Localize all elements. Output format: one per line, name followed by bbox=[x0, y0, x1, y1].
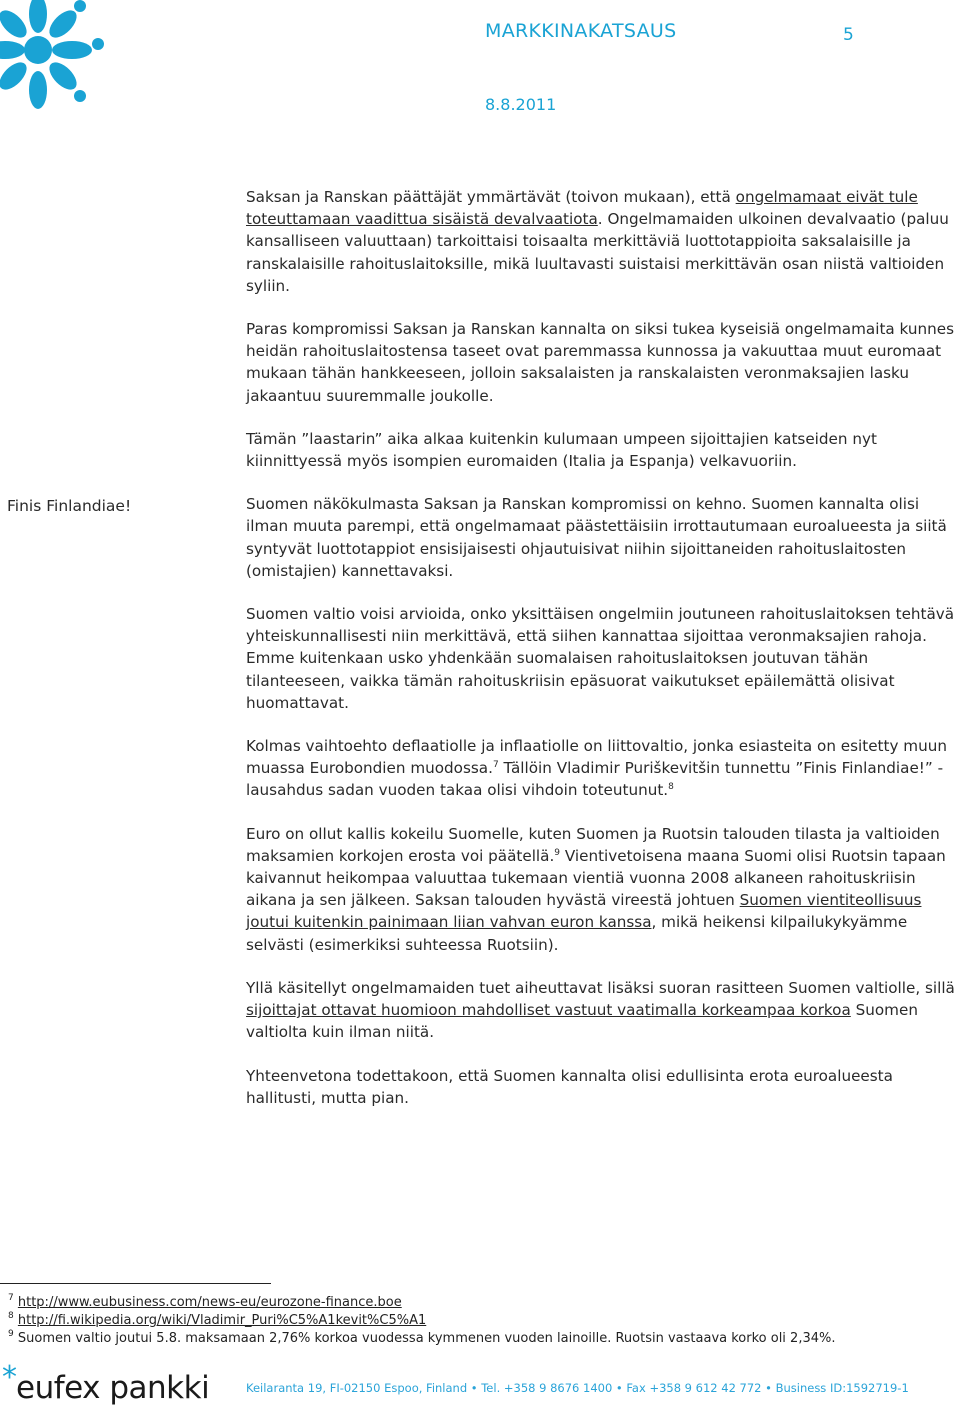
paragraph-7: Euro on ollut kallis kokeilu Suomelle, kuten Suomen ja Ruotsin talouden tilasta ja valtioiden maksamien korkojen erosta voi päätellä.$^9$ Vientivetoisena maana Suomi olisi Ruotsin tapaan kaivannut heikompaa valuuttaa tukemaan vientiä vuonna 2008 alkaneen rahoituskriisin aikana ja sen jälkeen. Saksan talouden hyvästä vireestä johtuen Suomen vientiteollisuus joutui kuitenkin painimaan liian vahvan euron kanssa, mikä heikensi kilpailukykyämme selvästi (esimerkiksi suhteessa Ruotsiin). bbox=[246, 824, 946, 954]
footnotes bbox=[8, 1294, 958, 1348]
footnote-link-7[interactable]: http://www.eubusiness.com/news-eu/eurozone-finance.boe bbox=[17, 1295, 402, 1310]
footnote-ref-9: 9 bbox=[554, 847, 561, 858]
paragraph-8: Yllä käsitellyt ongelmamaiden tuet aiheuttavat lisäksi suoran rasitteen Suomen valtiolle, sillä sijoittajat ottavat huomioon mahdolliset vastuut vaatimalla korkeampaa korkoa Suomen valtiolta kuin ilman niitä. bbox=[246, 978, 955, 1042]
footnote-8: $^8$ http://fi.wikipedia.org/wiki/Vladimir_Puri%C5%A1kevit%C5%A1 bbox=[8, 1311, 427, 1328]
paragraph-2: Paras kompromissi Saksan ja Ranskan kannalta on siksi tukea kyseisiä ongelmamaita kunnes heidän rahoituslaitostensa taseet ovat paremmassa kunnossa ja vakuuttaa muut euromaat mukaan tähän hankkeeseen, jolloin saksalaisten ja ranskalaisten veronmaksajien lasku jakaantuu suuremmalle joukolle. bbox=[246, 320, 954, 405]
footnote-divider bbox=[0, 1283, 271, 1284]
paragraph-3: Tämän ”laastarin” aika alkaa kuitenkin kulumaan umpeen sijoittajien katseiden nyt kiinnittyessä myös isompien euromaiden (Italia ja Espanja) velkavuoriin. bbox=[246, 429, 877, 471]
asterisk-icon: * bbox=[2, 1360, 17, 1395]
asterisk-flower-logo-icon bbox=[0, 0, 112, 112]
page-number: 5 bbox=[843, 25, 854, 45]
report-title: MARKKINAKATSAUS bbox=[485, 20, 677, 42]
paragraph-6: Kolmas vaihtoehto deflaatiolle ja inflaatiolle on liittovaltio, jonka esiasteita on esitetty muun muassa Eurobondien muodossa.$^7$ Tällöin Vladimir Puriškevitšin tunnettu ”Finis Finlandiae!” -lausahdus sadan vuoden takaa olisi vihdoin toteutunut.$^8$ bbox=[246, 737, 947, 800]
company-address: Keilaranta 19, FI-02150 Espoo, Finland • Tel. +358 9 8676 1400 • Fax +358 9 612 42 772 • Business ID:1592719-1 bbox=[246, 1381, 909, 1395]
footnote-ref-7: 7 bbox=[492, 760, 499, 771]
footnote-link-8[interactable]: http://fi.wikipedia.org/wiki/Vladimir_Puri%C5%A1kevit%C5%A1 bbox=[17, 1313, 427, 1328]
underlined-phrase: sijoittajat ottavat huomioon mahdolliset vastuut vaatimalla korkeampaa korkoa bbox=[246, 1001, 851, 1020]
footnote-ref-8: 8 bbox=[668, 782, 674, 793]
underlined-phrase: Suomen vientiteollisuus joutui kuitenkin painimaan liian vahvan euron kanssa bbox=[246, 891, 922, 932]
report-date: 8.8.2011 bbox=[485, 95, 557, 114]
brand-name: eufex pankki bbox=[16, 1370, 210, 1406]
article-body bbox=[246, 186, 958, 1130]
footnote-9: $^9$ Suomen valtio joutui 5.8. maksamaan 2,76% korkoa vuodessa kymmenen vuoden lainoille. Ruotsin vastaava korko oli 2,34%. bbox=[8, 1329, 836, 1346]
paragraph-5: Suomen valtio voisi arvioida, onko yksittäisen ongelmiin joutuneen rahoituslaitoksen tehtävä yhteiskunnallisesti niin merkittävä, että siihen kannattaa sijoittaa veronmaksajien rahoja. Emme kuitenkaan usko yhdenkään suomalaisen rahoituslaitoksen joutuvan tähän tilanteeseen, vaikka tämän rahoituskriisin epäsuorat vaikutukset epäilemättä olisivat huomattavat. bbox=[246, 605, 955, 712]
underlined-phrase: ongelmamaat eivät tule toteuttamaan vaadittua sisäistä devalvaatiota bbox=[246, 188, 918, 229]
footnote-7: $^7$ http://www.eubusiness.com/news-eu/eurozone-finance.boe bbox=[8, 1293, 402, 1310]
paragraph-9: Yhteenvetona todettakoon, että Suomen kannalta olisi edullisinta erota euroalueesta hallitusti, mutta pian. bbox=[246, 1066, 893, 1107]
brand-logo bbox=[2, 1360, 212, 1406]
paragraph-1: Saksan ja Ranskan päättäjät ymmärtävät (toivon mukaan), että ongelmamaat eivät tule toteuttamaan vaadittua sisäistä devalvaatiota. Ongelmamaiden ulkoinen devalvaatio (paluu kansalliseen valuuttaan) tarkoittaisi toisaalta merkittäviä luottotappioita saksalaisille ja ranskalaisille rahoituslaitoksille, mikä luultavasti suistaisi merkittävän osan niistä valtioiden syliin. bbox=[246, 188, 949, 295]
sidebar-heading: Finis Finlandiae! bbox=[7, 497, 132, 515]
paragraph-4: Suomen näkökulmasta Saksan ja Ranskan kompromissi on kehno. Suomen kannalta olisi ilman muuta parempi, että ongelmamaat päästettäisiin irrottautumaan euroalueesta ja siitä syntyvät luottotappiot ensisijaisesti ohjautuisivat niihin sijoittaneiden rahoituslaitosten (omistajien) kannettavaksi. bbox=[246, 495, 947, 580]
